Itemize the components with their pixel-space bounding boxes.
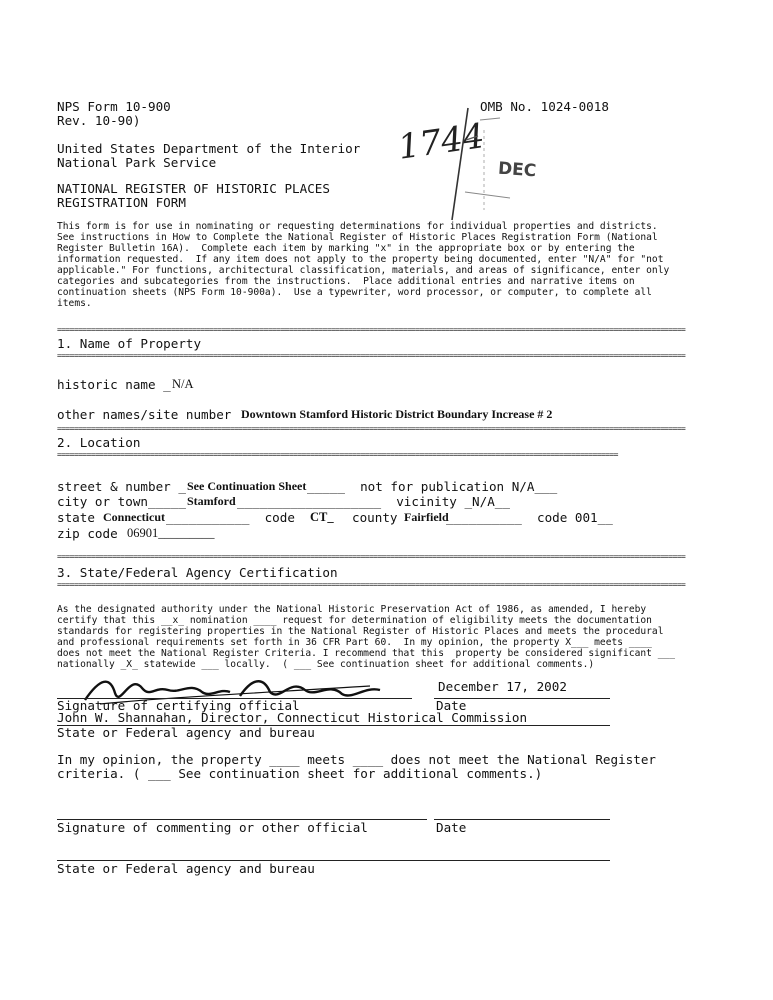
date-label: Date bbox=[436, 698, 467, 713]
city-value[interactable]: Stamford bbox=[187, 494, 236, 508]
omb-number: OMB No. 1024-0018 bbox=[480, 99, 609, 114]
agency-name: National Park Service bbox=[57, 155, 217, 170]
section-divider: ===================================================================================================================================================== bbox=[57, 581, 686, 589]
section-divider: ===================================================================================================================================================== bbox=[57, 425, 686, 433]
certification-line: and professional requirements set forth in 36 CFR Part 60. In my opinion, the property X___ meets ____ bbox=[57, 637, 652, 648]
instruction-line: Register Bulletin 16A). Complete each item by marking "x" in the appropriate box or by entering the bbox=[57, 243, 635, 254]
opinion-line: In my opinion, the property ____ meets ____ does not meet the National Register bbox=[57, 752, 656, 767]
section-divider: ===================================================================================================================================================== bbox=[57, 326, 686, 334]
form-title: NATIONAL REGISTER OF HISTORIC PLACES bbox=[57, 181, 330, 196]
publication-field: _____ not for publication N/A___ bbox=[307, 479, 558, 494]
state-code-value[interactable]: CT_ bbox=[310, 510, 334, 524]
handwritten-reference-number: 1744 bbox=[395, 116, 487, 168]
county-code-field: __________ code 001__ bbox=[446, 510, 613, 525]
certification-line: does not meet the National Register Criteria. I recommend that this property be considered significant ___ bbox=[57, 648, 676, 659]
signature-label: Signature of certifying official bbox=[57, 698, 300, 713]
section3-heading: 3. State/Federal Agency Certification bbox=[57, 565, 338, 580]
certification-line: standards for registering properties in the National Register of Historic Places and meets the procedural bbox=[57, 626, 664, 637]
street-label: street & number _ bbox=[57, 479, 186, 494]
department-name: United States Department of the Interior bbox=[57, 141, 361, 156]
vicinity-field: ___________________ vicinity _N/A__ bbox=[237, 494, 510, 509]
instruction-line: This form is for use in nominating or requesting determinations for individual properties and districts. bbox=[57, 221, 658, 232]
agency-label: State or Federal agency and bureau bbox=[57, 725, 315, 740]
other-names-label: other names/site number bbox=[57, 407, 232, 422]
section1-heading: 1. Name of Property bbox=[57, 336, 202, 351]
section-divider: ===================================================================================================================================== bbox=[57, 451, 618, 459]
certifier-name[interactable]: John W. Shannahan, Director, Connecticut Historical Commission bbox=[57, 710, 528, 725]
state-code-label: ___________ code bbox=[166, 510, 295, 525]
form-number: NPS Form 10-900 bbox=[57, 99, 171, 114]
instruction-line: categories and subcategories from the instructions. Place additional entries and narrative items on bbox=[57, 276, 635, 287]
certification-date[interactable]: December 17, 2002 bbox=[438, 679, 567, 694]
certification-line: nationally _X_ statewide ___ locally. ( ___ See continuation sheet for additional comments.) bbox=[57, 659, 595, 670]
state-label: state bbox=[57, 510, 95, 525]
form-revision: Rev. 10-90) bbox=[57, 113, 141, 128]
section-divider: ===================================================================================================================================================== bbox=[57, 553, 686, 561]
historic-name-label: historic name _ bbox=[57, 377, 171, 392]
commenting-signature-label: Signature of commenting or other official bbox=[57, 820, 368, 835]
zip-label: zip code bbox=[57, 526, 118, 541]
historic-name-value[interactable]: N/A bbox=[172, 377, 194, 391]
county-label: county bbox=[352, 510, 398, 525]
instruction-line: See instructions in How to Complete the National Register of Historic Places Registration Form (National bbox=[57, 232, 658, 243]
street-value[interactable]: See Continuation Sheet bbox=[187, 479, 307, 493]
stamp-month: DEC bbox=[497, 158, 537, 182]
county-value[interactable]: Fairfield bbox=[404, 510, 449, 524]
other-names-value[interactable]: Downtown Stamford Historic District Boundary Increase # 2 bbox=[241, 407, 553, 421]
certification-line: certify that this __x_ nomination ____ request for determination of eligibility meets the documentation bbox=[57, 615, 652, 626]
instruction-line: continuation sheets (NPS Form 10-900a). Use a typewriter, word processor, or computer, to complete all bbox=[57, 287, 652, 298]
instruction-line: items. bbox=[57, 298, 92, 309]
form-subtitle: REGISTRATION FORM bbox=[57, 195, 186, 210]
opinion-line: criteria. ( ___ See continuation sheet for additional comments.) bbox=[57, 766, 543, 781]
city-label: city or town_____ bbox=[57, 494, 186, 509]
instruction-line: applicable." For functions, architectural classification, materials, and areas of significance, enter only bbox=[57, 265, 670, 276]
instruction-line: information requested. If any item does not apply to the property being documented, enter "N/A" for "not bbox=[57, 254, 664, 265]
agency-label: State or Federal agency and bureau bbox=[57, 861, 315, 876]
section2-heading: 2. Location bbox=[57, 435, 141, 450]
certification-line: As the designated authority under the National Historic Preservation Act of 1986, as amended, I hereby bbox=[57, 604, 647, 615]
section-divider: ===================================================================================================================================================== bbox=[57, 352, 686, 360]
state-value[interactable]: Connecticut bbox=[103, 510, 165, 524]
commenting-date-label: Date bbox=[436, 820, 467, 835]
zip-value[interactable]: 06901_________ bbox=[127, 526, 215, 540]
